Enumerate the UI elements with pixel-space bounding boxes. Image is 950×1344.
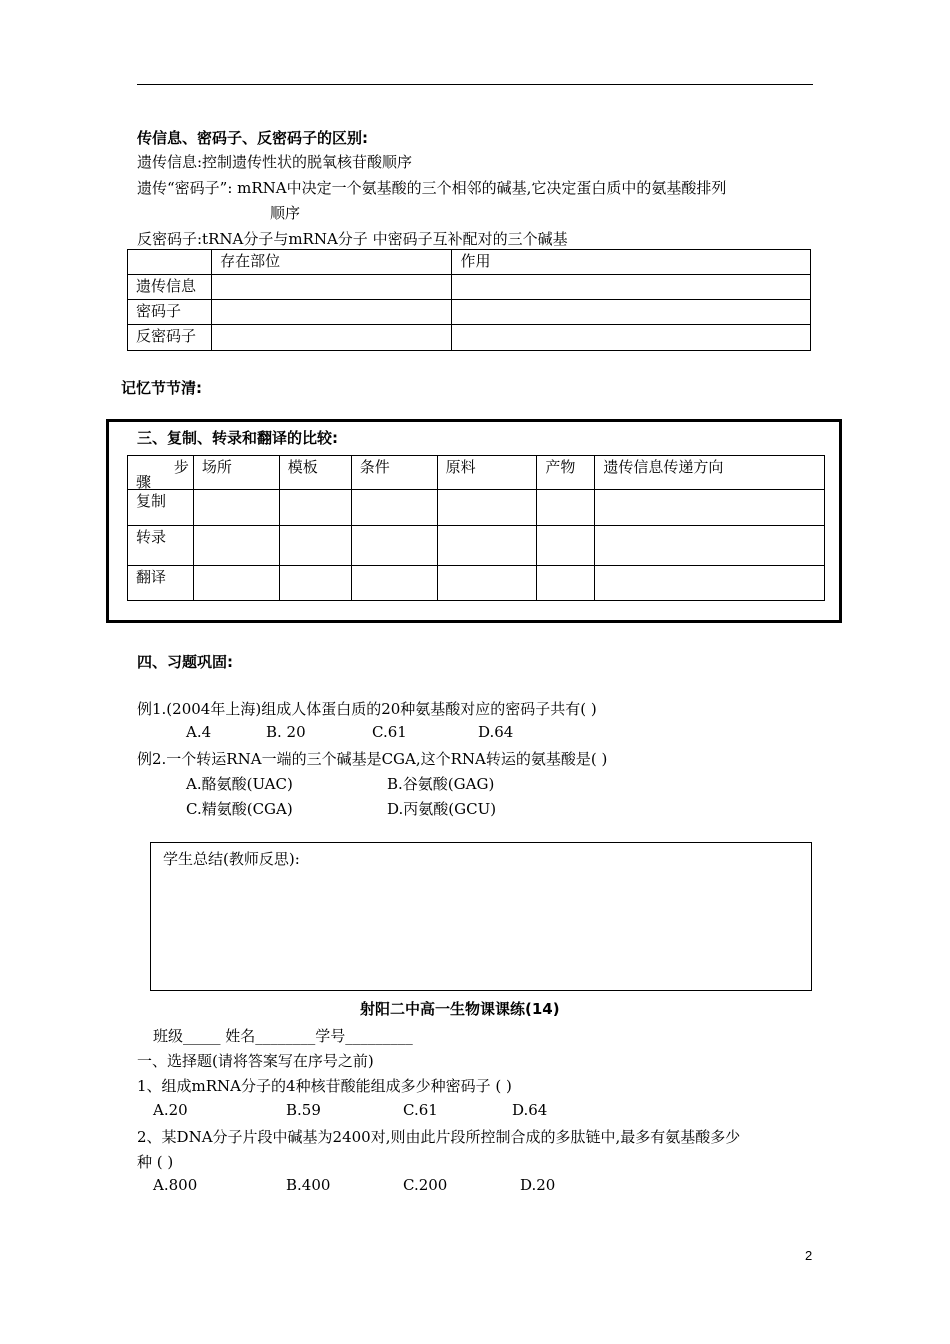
comparison-cell xyxy=(279,490,351,526)
diff-table-row xyxy=(128,275,811,300)
diff-line-1: 遗传信息:控制遗传性状的脱氧核苷酸顺序 xyxy=(137,153,413,171)
comparison-cell xyxy=(279,526,351,566)
diff-line-3: 反密码子:tRNA分子与mRNA分子 中密码子互补配对的三个碱基 xyxy=(137,230,568,248)
diff-table-header-row xyxy=(128,250,811,275)
comparison-header-cell: 产物 xyxy=(537,456,595,490)
diff-table-cell xyxy=(212,275,452,300)
diff-table-cell xyxy=(212,300,452,325)
comparison-cell xyxy=(351,490,437,526)
page-number: 2 xyxy=(805,1248,813,1263)
example-1-option-d: D.64 xyxy=(478,723,514,741)
comparison-cell xyxy=(279,566,351,601)
student-info-line: 班级_____ 姓名________学号_________ xyxy=(153,1027,413,1045)
comparison-row-label: 复制 xyxy=(128,490,194,526)
comparison-header-cell: 条件 xyxy=(351,456,437,490)
question-2-option-b: B.400 xyxy=(286,1176,331,1194)
example-2-option-c: C.精氨酸(CGA) xyxy=(186,800,293,818)
comparison-table xyxy=(127,455,825,601)
comparison-row xyxy=(128,566,825,601)
comparison-header-cell: 遗传信息传递方向 xyxy=(595,456,825,490)
comparison-corner-top: 步 xyxy=(173,458,189,476)
diff-table-row-label: 遗传信息 xyxy=(128,275,212,300)
comparison-header-row xyxy=(128,456,825,490)
question-2-cont: 种 ( ) xyxy=(137,1153,174,1171)
question-1-option-b: B.59 xyxy=(286,1101,321,1119)
diff-table-header-cell: 存在部位 xyxy=(212,250,452,275)
comparison-cell xyxy=(437,526,537,566)
diff-title: 传信息、密码子、反密码子的区别: xyxy=(137,129,369,147)
example-1-option-c: C.61 xyxy=(372,723,407,741)
choice-section-title: 一、选择题(请将答案写在序号之前) xyxy=(137,1052,374,1070)
example-1-option-a: A.4 xyxy=(186,723,212,741)
diff-table-row xyxy=(128,325,811,351)
comparison-cell xyxy=(537,490,595,526)
comparison-cell xyxy=(437,490,537,526)
comparison-row xyxy=(128,526,825,566)
comparison-cell xyxy=(437,566,537,601)
question-2-option-a: A.800 xyxy=(153,1176,198,1194)
diff-table-header-cell: 作用 xyxy=(452,250,811,275)
comparison-cell xyxy=(595,566,825,601)
example-2: 例2.一个转运RNA一端的三个碱基是CGA,这个RNA转运的氨基酸是( ) xyxy=(137,750,608,768)
comparison-cell xyxy=(351,526,437,566)
comparison-header-cell: 模板 xyxy=(279,456,351,490)
diff-table-cell xyxy=(452,325,811,351)
comparison-corner-cell xyxy=(128,456,194,490)
comparison-header-cell: 原料 xyxy=(437,456,537,490)
question-2-option-c: C.200 xyxy=(403,1176,448,1194)
diff-table-cell xyxy=(212,325,452,351)
diff-table-row-label: 反密码子 xyxy=(128,325,212,351)
question-1-option-a: A.20 xyxy=(153,1101,188,1119)
comparison-title: 三、复制、转录和翻译的比较: xyxy=(137,429,338,447)
memory-title: 记忆节节清: xyxy=(121,379,202,397)
practice-title: 射阳二中高一生物课课练(14) xyxy=(360,1000,560,1018)
comparison-row-label: 转录 xyxy=(128,526,194,566)
exercise-title: 四、习题巩固: xyxy=(137,653,233,671)
diff-table xyxy=(127,249,811,351)
comparison-row xyxy=(128,490,825,526)
example-1: 例1.(2004年上海)组成人体蛋白质的20种氨基酸对应的密码子共有( ) xyxy=(137,700,597,718)
header-rule xyxy=(137,84,813,85)
comparison-corner-bottom: 骤 xyxy=(136,473,152,491)
comparison-cell xyxy=(351,566,437,601)
diff-table-cell xyxy=(452,275,811,300)
comparison-cell xyxy=(595,490,825,526)
question-2-option-d: D.20 xyxy=(520,1176,556,1194)
comparison-row-label: 翻译 xyxy=(128,566,194,601)
comparison-cell xyxy=(537,566,595,601)
diff-table-cell xyxy=(452,300,811,325)
example-2-option-d: D.丙氨酸(GCU) xyxy=(387,800,497,818)
example-1-option-b: B. 20 xyxy=(266,723,306,741)
diff-table-row-label: 密码子 xyxy=(128,300,212,325)
example-2-option-b: B.谷氨酸(GAG) xyxy=(387,775,495,793)
summary-label: 学生总结(教师反思): xyxy=(163,850,300,868)
question-1-option-d: D.64 xyxy=(512,1101,548,1119)
diff-table-header-cell xyxy=(128,250,212,275)
diff-table-row xyxy=(128,300,811,325)
comparison-cell xyxy=(193,566,279,601)
diff-line-2: 遗传“密码子”: mRNA中决定一个氨基酸的三个相邻的碱基,它决定蛋白质中的氨基酸排列 xyxy=(137,179,727,197)
question-1: 1、组成mRNA分子的4种核苷酸能组成多少种密码子 ( ) xyxy=(137,1077,512,1095)
question-2: 2、某DNA分子片段中碱基为2400对,则由此片段所控制合成的多肽链中,最多有氨基酸多少 xyxy=(137,1128,741,1146)
comparison-cell xyxy=(193,526,279,566)
comparison-cell xyxy=(537,526,595,566)
comparison-header-cell: 场所 xyxy=(193,456,279,490)
comparison-cell xyxy=(595,526,825,566)
question-1-option-c: C.61 xyxy=(403,1101,438,1119)
example-2-option-a: A.酪氨酸(UAC) xyxy=(186,775,293,793)
diff-line-2-cont: 顺序 xyxy=(270,204,301,222)
comparison-cell xyxy=(193,490,279,526)
